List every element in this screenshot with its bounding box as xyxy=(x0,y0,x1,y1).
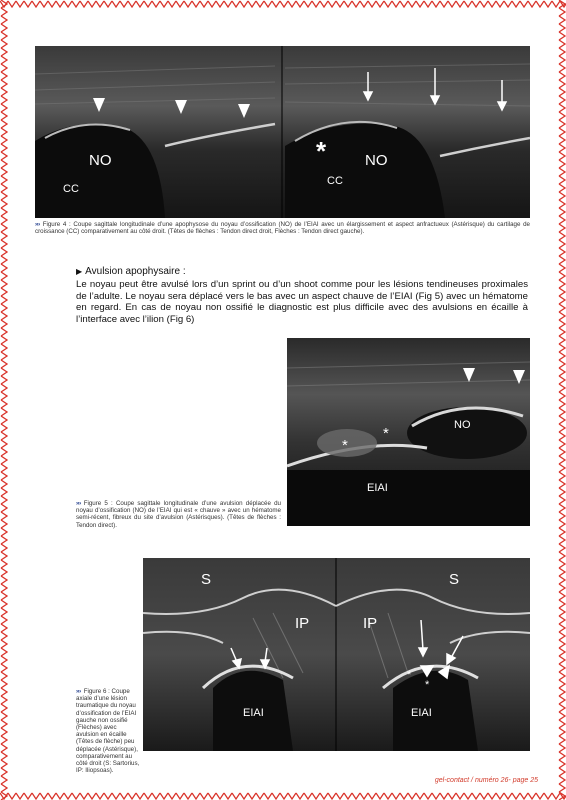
caption-arrows-icon: ››› xyxy=(76,688,81,695)
label-asterisk-2: * xyxy=(383,425,389,442)
label-no-right: NO xyxy=(365,152,388,169)
label-s-right: S xyxy=(449,571,460,588)
section-heading-text: Avulsion apophysaire : xyxy=(85,266,186,277)
section-body: Le noyau peut être avulsé lors d’un sprint ou d’un shoot comme pour les lésions tendineuses proximales de l’adulte. Le noyau sera déplacé vers le bas avec un aspect chauve de l’EIAI (Fig 5) avec un hématome en regard. En cas de noyau non ossifié le diagnostic est plus difficile avec des avulsions en écaille à l’interface avec l’ilion (Fig 6) xyxy=(76,279,528,325)
triangle-bullet-icon: ▶ xyxy=(76,267,83,276)
label-asterisk-2: * xyxy=(425,679,430,691)
decorative-border-top xyxy=(0,0,566,8)
caption-arrows-icon: ››› xyxy=(35,221,40,228)
figure6-ultrasound-image xyxy=(143,558,530,751)
figure4-caption-text: Figure 4 : Coupe sagittale longitudinale d’une apophysose du noyau d’ossification (NO) de l’EIAI avec un élargissement et aspect anfractueux (Astérisque) du cartilage de croissance (CC) comparativement au côté droit. (Têtes de flèches : Tendon direct droit, Flèches : Tendon direct gauche). xyxy=(35,221,530,236)
section-heading xyxy=(76,266,186,277)
label-ip-left: IP xyxy=(295,615,310,632)
caption-arrows-icon: ››› xyxy=(76,500,81,507)
label-asterisk: * xyxy=(316,136,327,166)
label-eiai: EIAI xyxy=(367,482,388,494)
label-eiai-left: EIAI xyxy=(243,707,264,719)
decorative-border-bottom xyxy=(0,792,566,800)
figure6-caption xyxy=(76,688,140,774)
label-eiai-right: EIAI xyxy=(411,707,432,719)
figure5-caption xyxy=(76,500,281,529)
decorative-border-left xyxy=(0,0,8,800)
figure4-ultrasound-image xyxy=(35,46,530,218)
figure4-caption xyxy=(35,221,530,235)
label-no: NO xyxy=(454,419,471,431)
label-no-left: NO xyxy=(89,152,112,169)
figure5-ultrasound-image xyxy=(287,338,530,526)
figure6-caption-text: Figure 6 : Coupe axiale d’une lésion traumatique du noyau d’ossification de l’EIAI gauche non ossifié (Flèches) avec avulsion en écaille (Têtes de flèche) peu déplacée (Astérisque), comparativement au côté droit (S: Sartorius, IP: Iliopsoas). xyxy=(76,688,140,775)
label-asterisk-1: * xyxy=(407,669,412,681)
label-cc-left: CC xyxy=(63,183,79,195)
page-footer: gel-contact / numéro 26- page 25 xyxy=(434,777,538,784)
label-cc-right: CC xyxy=(327,175,343,187)
label-asterisk-1: * xyxy=(342,437,348,454)
label-ip-right: IP xyxy=(363,615,378,632)
label-s-left: S xyxy=(201,571,212,588)
decorative-border-right xyxy=(558,0,566,800)
figure5-caption-text: Figure 5 : Coupe sagittale longitudinale d’une avulsion déplacée du noyau d’ossification (NO) de l’EIAI qui est « chauve » avec un hématome semi-récent, fibreux du site d’avulsion (Astérisques). (Têtes de flèches : Tendon direct). xyxy=(76,500,281,529)
